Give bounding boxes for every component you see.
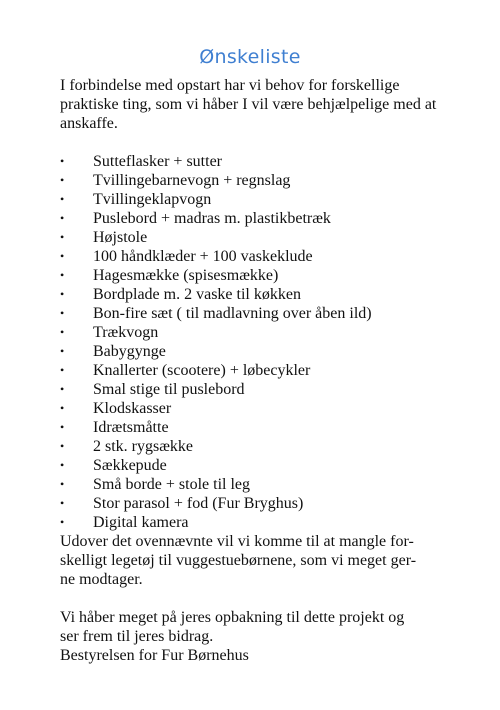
list-item bbox=[60, 285, 440, 304]
list-item-text: Smal stige til puslebord bbox=[93, 381, 245, 398]
closing-paragraph bbox=[60, 608, 440, 646]
list-item bbox=[60, 475, 440, 494]
paragraph-line: ser frem til jeres bidrag. bbox=[60, 628, 214, 645]
bullet-icon: • bbox=[60, 287, 65, 301]
bullet-icon: • bbox=[60, 306, 65, 320]
list-item-text: Sækkepude bbox=[93, 457, 167, 474]
paragraph-line: Udover det ovennævnte vil vi komme til at mangle for- bbox=[60, 533, 414, 550]
bullet-icon: • bbox=[60, 325, 65, 339]
list-item bbox=[60, 152, 440, 171]
list-item-text: Trækvogn bbox=[93, 324, 159, 341]
list-item bbox=[60, 437, 440, 456]
bullet-icon: • bbox=[60, 515, 65, 529]
list-item bbox=[60, 418, 440, 437]
list-item-text: 2 stk. rygsække bbox=[93, 438, 193, 455]
list-item-text: Tvillingeklapvogn bbox=[93, 191, 212, 208]
paragraph-line: Vi håber meget på jeres opbakning til dette projekt og bbox=[60, 609, 405, 626]
list-item bbox=[60, 247, 440, 266]
bullet-icon: • bbox=[60, 401, 65, 415]
list-item-text: Puslebord + madras m. plastikbetræk bbox=[93, 210, 331, 227]
bullet-icon: • bbox=[60, 420, 65, 434]
bullet-icon: • bbox=[60, 211, 65, 225]
list-item bbox=[60, 513, 440, 532]
list-item-text: 100 håndklæder + 100 vaskeklude bbox=[93, 248, 313, 265]
list-item bbox=[60, 342, 440, 361]
bullet-icon: • bbox=[60, 496, 65, 510]
paragraph-line: ne modtager. bbox=[60, 571, 143, 588]
list-item bbox=[60, 190, 440, 209]
list-item bbox=[60, 228, 440, 247]
list-item-text: Bon-fire sæt ( til madlavning over åben ild) bbox=[93, 305, 372, 322]
bullet-icon: • bbox=[60, 230, 65, 244]
intro-paragraph: I forbindelse med opstart har vi behov for forskellige praktiske ting, som vi håber I vil være behjælpelige med at anskaffe. bbox=[60, 77, 437, 132]
bullet-icon: • bbox=[60, 154, 65, 168]
list-item bbox=[60, 304, 440, 323]
bullet-icon: • bbox=[60, 382, 65, 396]
list-item bbox=[60, 209, 440, 228]
list-item bbox=[60, 494, 440, 513]
document-title: Ønskeliste bbox=[199, 46, 301, 68]
list-item-text: Babygynge bbox=[93, 343, 166, 360]
bullet-icon: • bbox=[60, 439, 65, 453]
signature: Bestyrelsen for Fur Børnehus bbox=[60, 647, 249, 664]
wish-list bbox=[60, 152, 440, 532]
list-item-text: Tvillingebarnevogn + regnslag bbox=[93, 172, 291, 189]
bullet-icon: • bbox=[60, 344, 65, 358]
list-item bbox=[60, 323, 440, 342]
bullet-icon: • bbox=[60, 249, 65, 263]
list-item bbox=[60, 171, 440, 190]
bullet-icon: • bbox=[60, 363, 65, 377]
list-item-text: Hagesmække (spisesmække) bbox=[93, 267, 279, 284]
list-item-text: Idrætsmåtte bbox=[93, 419, 169, 436]
list-item-text: Klodskasser bbox=[93, 400, 172, 417]
list-item bbox=[60, 399, 440, 418]
bullet-icon: • bbox=[60, 192, 65, 206]
list-item-text: Stor parasol + fod (Fur Bryghus) bbox=[93, 495, 304, 512]
list-item-text: Knallerter (scootere) + løbecykler bbox=[93, 362, 311, 379]
list-item bbox=[60, 380, 440, 399]
list-item bbox=[60, 456, 440, 475]
list-item-text: Højstole bbox=[93, 229, 148, 246]
list-item-text: Sutteflasker + sutter bbox=[93, 153, 222, 170]
list-item bbox=[60, 266, 440, 285]
paragraph-line: skelligt legetøj til vuggestuebørnene, som vi meget ger- bbox=[60, 552, 417, 569]
paragraph-spacer bbox=[60, 589, 440, 608]
bullet-icon: • bbox=[60, 173, 65, 187]
list-item-text: Små borde + stole til leg bbox=[93, 476, 250, 493]
bullet-icon: • bbox=[60, 268, 65, 282]
after-list-paragraph bbox=[60, 532, 440, 589]
bullet-icon: • bbox=[60, 458, 65, 472]
bullet-icon: • bbox=[60, 477, 65, 491]
list-item-text: Bordplade m. 2 vaske til køkken bbox=[93, 286, 301, 303]
list-item-text: Digital kamera bbox=[93, 514, 189, 531]
list-item bbox=[60, 361, 440, 380]
